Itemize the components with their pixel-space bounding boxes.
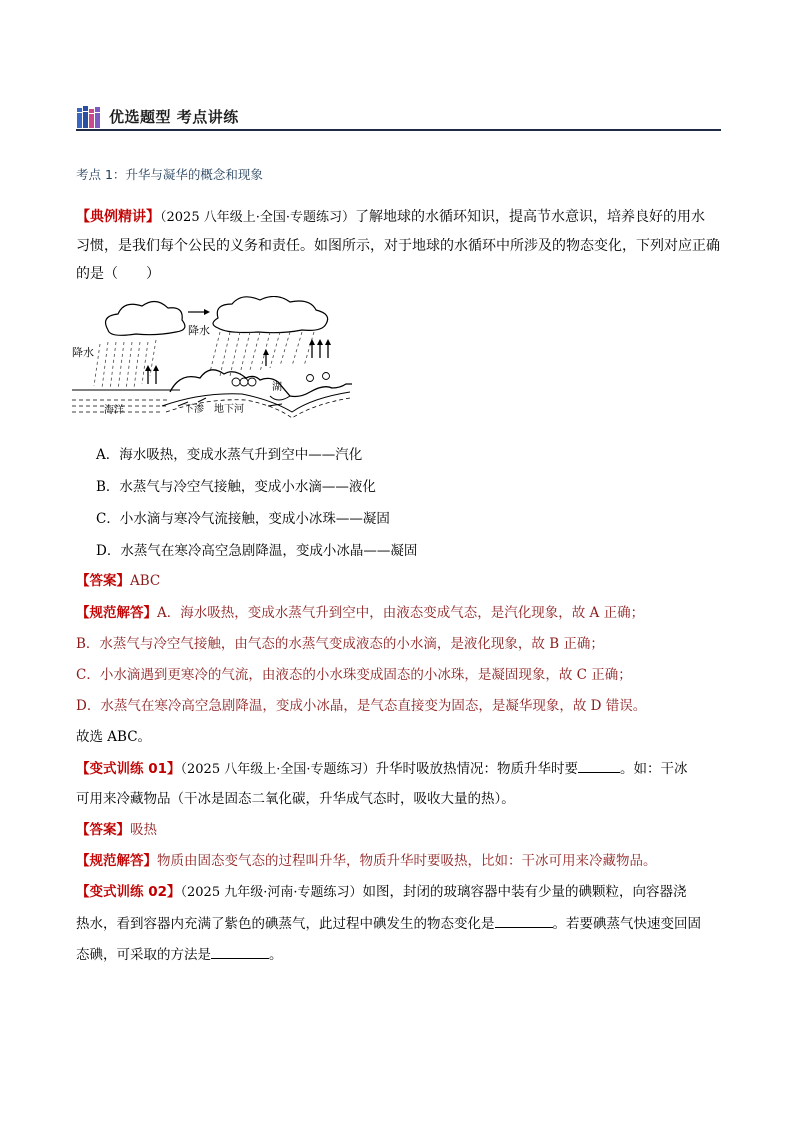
answer-blank[interactable] [578, 758, 620, 773]
variant1-answer: 【答案】吸热 [76, 822, 157, 838]
example-answer [76, 571, 160, 591]
variant1-tag: 【变式训练 01】 [76, 761, 181, 777]
solution-conclusion: 故选 ABC。 [76, 729, 152, 745]
variant1-text-2: 可用来冷藏物品（干冰是固态二氧化碳，升华成气态时，吸收大量的热）。 [76, 791, 515, 807]
variant1-solution: 【规范解答】物质由固态变气态的过程叫升华，物质升华时要吸热，比如：干冰可用来冷藏物品。 [76, 853, 657, 869]
variant2-text-3: 态碘，可采取的方法是 。 [76, 944, 283, 965]
answer-blank[interactable] [495, 913, 553, 928]
label-seep: 下渗 [184, 404, 204, 415]
variant1-source: （2025 八年级上·全国·专题练习） [180, 762, 376, 777]
knowledge-point-title: 考点 1：升华与凝华的概念和现象 [76, 167, 263, 182]
answer-tag: 【答案】 [76, 573, 130, 589]
solution-line-b: B．水蒸气与冷空气接触，由气态的水蒸气变成液态的小水滴，是液化现象，故 B 正确； [76, 636, 604, 652]
example-source: （2025 八年级上·全国·专题练习） [160, 210, 355, 225]
solution-line-d: D．水蒸气在寒冷高空急剧降温，变成小冰晶，是气态直接变为固态，是凝华现象，故 D 错误。 [76, 698, 647, 714]
option-d: D．水蒸气在寒冷高空急剧降温，变成小冰晶——凝固 [96, 543, 418, 559]
answer-value: ABC [130, 573, 161, 589]
variant1-question: 【变式训练 01】（2025 八年级上·全国·专题练习）升华时吸放热情况：物质升华时要 。如：干冰 [76, 758, 687, 780]
label-lake: 湖 [272, 382, 282, 393]
example-text-1: 了解地球的水循环知识，提高节水意识，培养良好的用水 [354, 209, 705, 225]
example-text-2: 习惯，是我们每个公民的义务和责任。如图所示，对于地球的水循环中所涉及的物态变化，下列对应正确 [76, 238, 720, 254]
section-title: 优选题型 考点讲练 [109, 108, 239, 126]
variant2-text-2: 热水，看到容器内充满了紫色的碘蒸气，此过程中碘发生的物态变化是 。若要碘蒸气快速变回固 [76, 913, 701, 934]
label-rain-left: 降水 [72, 346, 94, 359]
example-tag: 【典例精讲】 [76, 209, 160, 225]
variant2-source: （2025 九年级·河南·专题练习） [180, 885, 363, 900]
option-b: B．水蒸气与冷空气接触，变成小水滴——液化 [96, 479, 376, 495]
water-cycle-figure [70, 296, 352, 424]
solution-line-c: C．小水滴遇到更寒冷的气流，由液态的小水珠变成固态的小冰珠，是凝固现象，故 C 正确； [76, 667, 632, 683]
section-header [76, 104, 721, 130]
solution-tag: 【规范解答】 [76, 605, 157, 621]
header-underline [76, 129, 721, 131]
option-a: A．海水吸热，变成水蒸气升到空中——汽化 [96, 447, 363, 463]
answer-blank[interactable] [211, 944, 269, 959]
books-icon [76, 106, 104, 128]
example-text-3: 的是（ ） [76, 266, 160, 282]
label-underground-river: 地下河 [214, 404, 244, 415]
option-c: C．小水滴与寒冷气流接触，变成小冰珠——凝固 [96, 511, 390, 527]
example-question [76, 203, 721, 288]
label-rain-mid: 降水 [188, 324, 210, 337]
variant2-question: 【变式训练 02】（2025 九年级·河南·专题练习）如图，封闭的玻璃容器中装有少量的碘颗粒，向容器浇 [76, 884, 687, 900]
solution-line-a: 【规范解答】A．海水吸热，变成水蒸气升到空中，由液态变成气态，是汽化现象，故 A 正确； [76, 605, 645, 621]
label-ocean: 海洋 [104, 405, 124, 416]
variant2-tag: 【变式训练 02】 [76, 884, 181, 900]
